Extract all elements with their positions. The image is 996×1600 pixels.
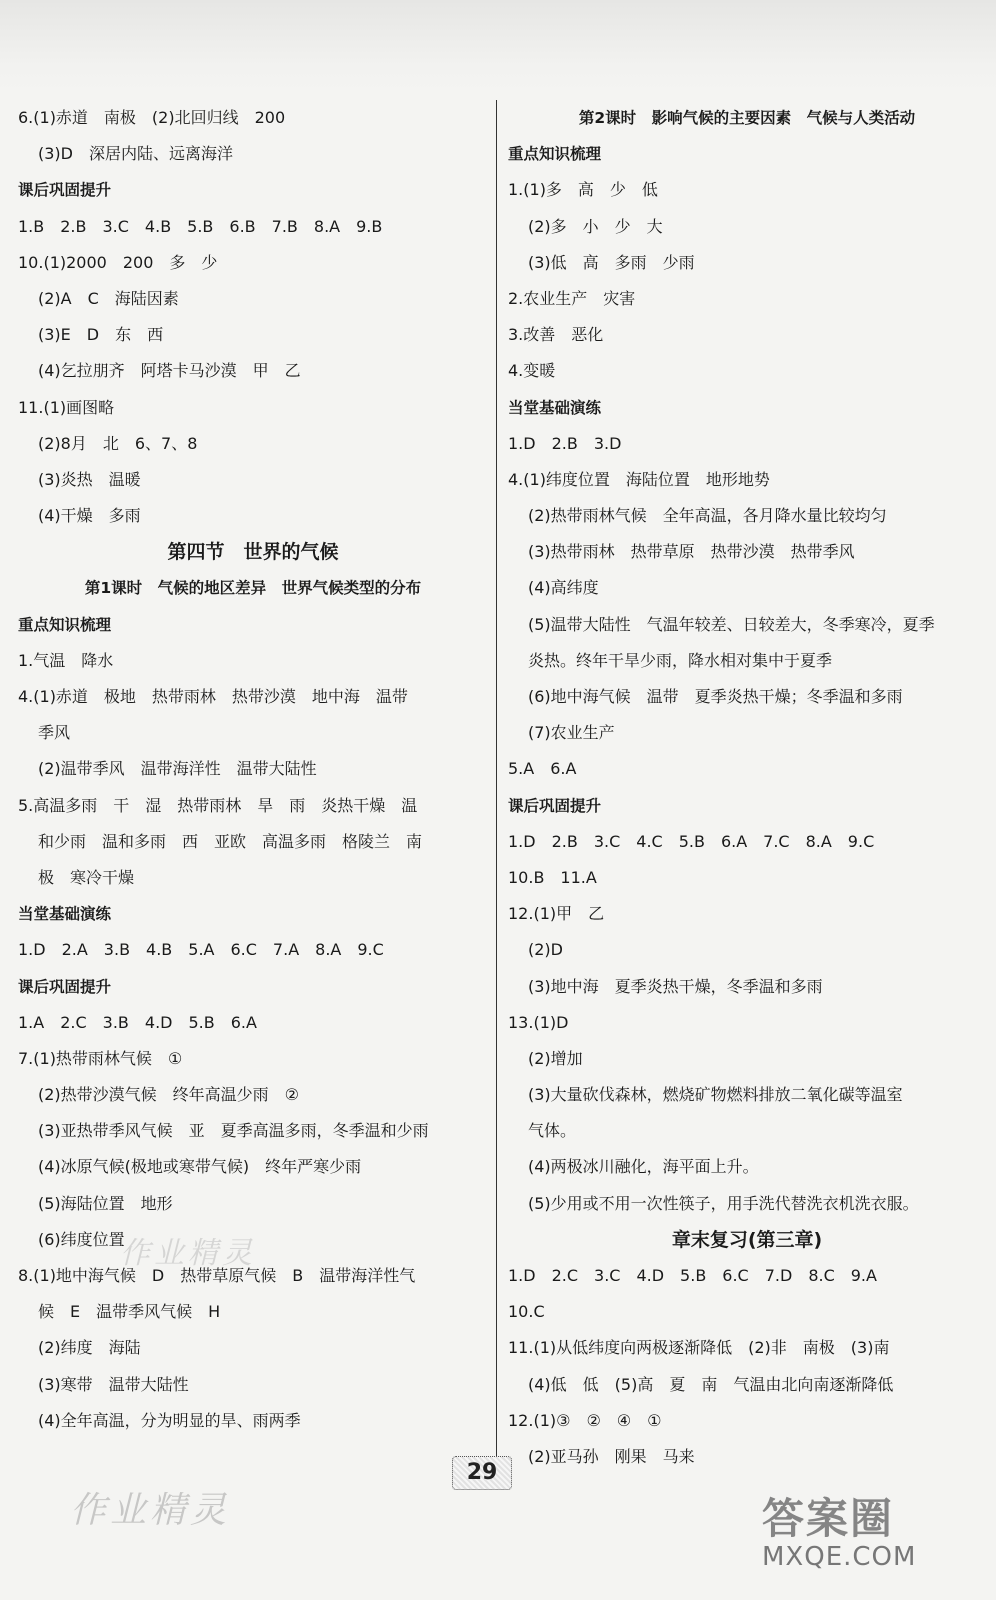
answer-line: (3)热带雨林 热带草原 热带沙漠 热带季风	[528, 542, 855, 562]
answer-line: 5.A 6.A	[508, 759, 577, 779]
answer-line: 13.(1)D	[508, 1012, 569, 1032]
answer-line: 1.气温 降水	[18, 650, 114, 670]
page-number: 29	[452, 1456, 512, 1490]
answer-line: (5)温带大陆性 气温年较差、日较差大，冬季寒冷，夏季	[528, 614, 935, 634]
answer-line: 11.(1)从低纬度向两极逐渐降低 (2)非 南极 (3)南	[508, 1338, 890, 1358]
answer-line: (3)大量砍伐森林，燃烧矿物燃料排放二氧化碳等温室	[528, 1085, 903, 1105]
brand-url: MXQE.COM	[762, 1542, 917, 1572]
answer-line: (4)低 低 (5)高 夏 南 气温由北向南逐渐降低	[528, 1374, 894, 1394]
section-heading: 重点知识梳理	[508, 145, 602, 164]
answer-line: 4.(1)赤道 极地 热带雨林 热带沙漠 地中海 温带	[18, 687, 408, 706]
scan-top-margin	[0, 0, 996, 95]
answer-line: 10.B 11.A	[508, 867, 597, 887]
answer-line: 候 E 温带季风气候 H	[38, 1302, 221, 1322]
answer-line: 10.C	[508, 1302, 545, 1322]
answer-line: (4)干燥 多雨	[38, 506, 141, 526]
brand-logo-text: 答案圈	[762, 1494, 895, 1543]
answer-line: (3)地中海 夏季炎热干燥，冬季温和多雨	[528, 976, 823, 996]
answer-line: (3)炎热 温暖	[38, 469, 141, 489]
answer-line: 1.B 2.B 3.C 4.B 5.B 6.B 7.B 8.A 9.B	[18, 216, 383, 236]
brand-logo	[762, 1486, 972, 1586]
answer-line: (2)增加	[528, 1048, 583, 1068]
answer-line: 3.改善 恶化	[508, 325, 604, 345]
answer-line: (2)纬度 海陆	[38, 1338, 141, 1358]
section-heading: 当堂基础演练	[508, 398, 602, 417]
section-heading: 当堂基础演练	[18, 905, 112, 924]
right-column	[508, 100, 986, 1475]
answer-line: (6)纬度位置	[38, 1229, 125, 1249]
answer-line: (2)热带雨林气候 全年高温，各月降水量比较均匀	[528, 506, 887, 526]
answer-line: (2)亚马孙 刚果 马来	[528, 1446, 695, 1466]
section-heading: 课后巩固提升	[18, 181, 112, 200]
answer-line: (4)全年高温，分为明显的旱、雨两季	[38, 1410, 301, 1430]
answer-line: 1.A 2.C 3.B 4.D 5.B 6.A	[18, 1012, 257, 1032]
answer-line: (3)低 高 多雨 少雨	[528, 252, 695, 272]
answer-line: (2)热带沙漠气候 终年高温少雨 ②	[38, 1085, 300, 1105]
answer-line: 季风	[38, 723, 71, 743]
section-heading: 课后巩固提升	[18, 977, 112, 996]
answer-line: (5)海陆位置 地形	[38, 1193, 173, 1213]
answer-line: 6.(1)赤道 南极 (2)北回归线 200	[18, 108, 286, 127]
watermark: 作业精灵	[70, 1490, 231, 1531]
answer-line: 5.高温多雨 干 湿 热带雨林 旱 雨 炎热干燥 温	[18, 795, 418, 815]
answer-line: 1.D 2.A 3.B 4.B 5.A 6.C 7.A 8.A 9.C	[18, 940, 384, 960]
answer-line: 1.D 2.B 3.D	[508, 433, 622, 453]
answer-line: (3)亚热带季风气候 亚 夏季高温多雨，冬季温和少雨	[38, 1121, 429, 1141]
lesson-title: 第1课时 气候的地区差异 世界气候类型的分布	[84, 579, 422, 598]
section-heading: 课后巩固提升	[508, 796, 602, 815]
lesson-title: 第2课时 影响气候的主要因素 气候与人类活动	[578, 109, 916, 127]
section-title: 第四节 世界的气候	[167, 541, 339, 564]
section-title: 章末复习(第三章)	[671, 1228, 823, 1251]
answer-line: (4)乞拉朋齐 阿塔卡马沙漠 甲 乙	[38, 361, 301, 381]
answer-line: 1.D 2.B 3.C 4.C 5.B 6.A 7.C 8.A 9.C	[508, 831, 875, 851]
answer-line: (3)E D 东 西	[38, 325, 164, 345]
answer-line: (4)高纬度	[528, 578, 599, 598]
answer-line: (7)农业生产	[528, 723, 615, 743]
answer-line: 4.变暖	[508, 361, 556, 381]
answer-line: 炎热。终年干旱少雨，降水相对集中于夏季	[528, 650, 833, 670]
answer-line: (3)D 深居内陆、远离海洋	[38, 144, 233, 164]
answer-line: (2)温带季风 温带海洋性 温带大陆性	[38, 759, 317, 779]
column-divider	[496, 100, 497, 1465]
answer-line: (5)少用或不用一次性筷子，用手洗代替洗衣机洗衣服。	[528, 1193, 919, 1213]
answer-line: 8.(1)地中海气候 D 热带草原气候 B 温带海洋性气	[18, 1266, 416, 1285]
answer-line: 10.(1)2000 200 多 少	[18, 252, 218, 272]
answer-line: (2)D	[528, 940, 563, 960]
answer-line: 7.(1)热带雨林气候 ①	[18, 1048, 183, 1068]
answer-line: (6)地中海气候 温带 夏季炎热干燥；冬季温和多雨	[528, 687, 903, 706]
answer-line: 12.(1)③ ② ④ ①	[508, 1410, 662, 1430]
answer-line: 11.(1)画图略	[18, 397, 115, 417]
answer-line: (3)寒带 温带大陆性	[38, 1374, 189, 1394]
answer-line: 12.(1)甲 乙	[508, 904, 605, 924]
answer-line: (4)冰原气候(极地或寒带气候) 终年严寒少雨	[38, 1157, 362, 1177]
answer-line: 4.(1)纬度位置 海陆位置 地形地势	[508, 469, 770, 489]
answer-line: 1.D 2.C 3.C 4.D 5.B 6.C 7.D 8.C 9.A	[508, 1266, 877, 1285]
answer-line: (2)8月 北 6、7、8	[38, 433, 198, 453]
answer-line: 气体。	[528, 1121, 577, 1141]
answer-line: 极 寒冷干燥	[38, 867, 135, 887]
answer-line: 1.(1)多 高 少 低	[508, 180, 658, 200]
answer-line: 和少雨 温和多雨 西 亚欧 高温多雨 格陵兰 南	[38, 831, 423, 851]
section-heading: 重点知识梳理	[18, 615, 112, 634]
answer-line: (2)多 小 少 大	[528, 216, 663, 236]
watermark: 作业精灵	[120, 1236, 256, 1271]
answer-line: 2.农业生产 灾害	[508, 288, 636, 308]
answer-line: (4)两极冰川融化，海平面上升。	[528, 1157, 759, 1177]
answer-line: (2)A C 海陆因素	[38, 288, 179, 308]
